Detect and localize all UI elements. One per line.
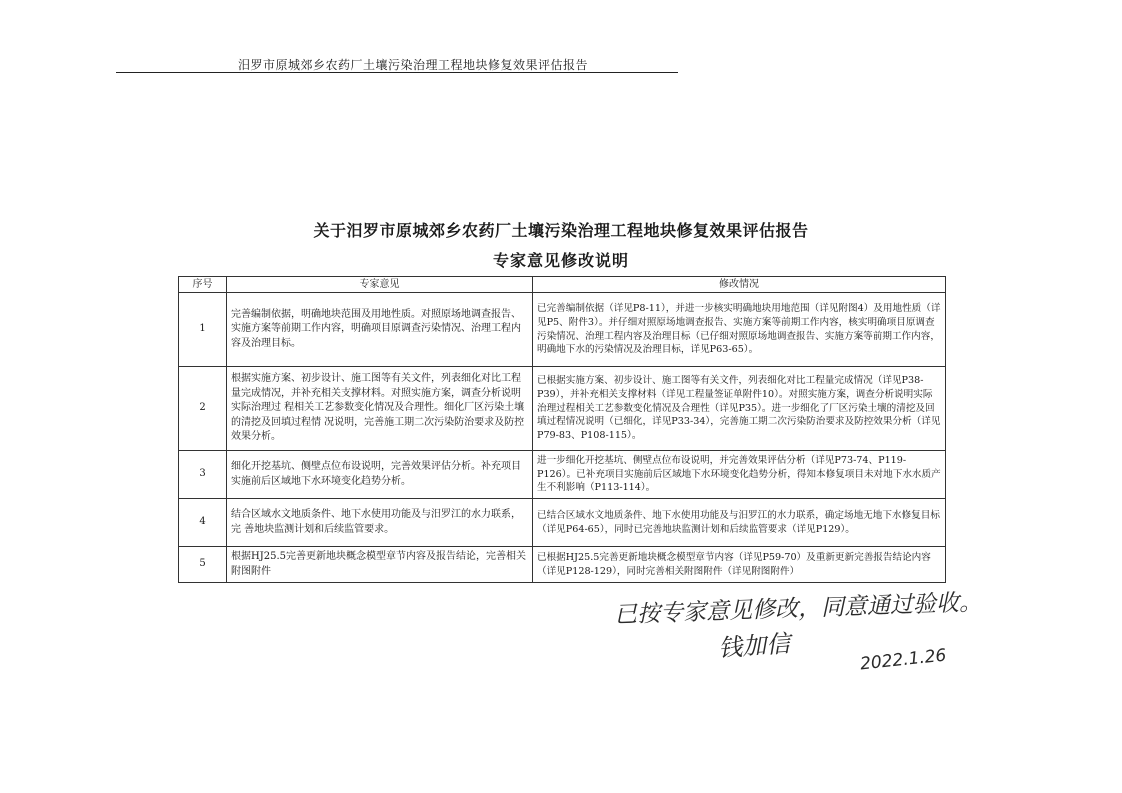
row-number: 3 — [179, 451, 227, 499]
expert-opinion-table — [178, 276, 946, 583]
handwritten-approval-note: 已按专家意见修改，同意通过验收。 — [613, 589, 983, 629]
table-row — [179, 293, 946, 367]
table-header-row — [179, 277, 946, 293]
expert-opinion-cell: 结合区域水文地质条件、地下水使用功能及与汨罗江的水力联系，完 善地块监测计划和后续监管要求。 — [227, 499, 533, 547]
handwritten-signature: 钱加信 — [717, 629, 792, 663]
expert-opinion-cell: 细化开挖基坑、侧壁点位布设说明，完善效果评估分析。补充项目实施前后区域地下水环境变化趋势分析。 — [227, 451, 533, 499]
header-serial-no: 序号 — [179, 277, 227, 293]
revision-cell: 已结合区域水文地质条件、地下水使用功能及与汨罗江的水力联系，确定场地无地下水修复目标（详见P64-65），同时已完善地块监测计划和后续监管要求（详见P129）。 — [533, 499, 946, 547]
expert-opinion-cell: 完善编制依据，明确地块范围及用地性质。对照原场地调查报告、实施方案等前期工作内容，明确项目原调查污染情况、治理工程内容及治理目标。 — [227, 293, 533, 367]
revision-cell: 已完善编制依据（详见P8-11），并进一步核实明确地块用地范围（详见附图4）及用地性质（详见P5、附件3）。并仔细对照原场地调查报告、实施方案等前期工作内容，核实明确项目原调查污染情况、治理工程内容及治理目标（已仔细对照原场地调查报告、实施方案等前期工作内容，明确地下水的污染情况及治理目标，详见P63-65）。 — [533, 293, 946, 367]
table-row — [179, 367, 946, 451]
table-row — [179, 499, 946, 547]
row-number: 2 — [179, 367, 227, 451]
header-revision: 修改情况 — [533, 277, 946, 293]
revision-cell: 进一步细化开挖基坑、侧壁点位布设说明，并完善效果评估分析（详见P73-74、P119-P126）。已补充项目实施前后区域地下水环境变化趋势分析，得知本修复项目未对地下水水质产生不利影响（P113-114）。 — [533, 451, 946, 499]
row-number: 5 — [179, 547, 227, 583]
expert-opinion-cell: 根据HJ25.5完善更新地块概念模型章节内容及报告结论，完善相关附图附件 — [227, 547, 533, 583]
row-number: 1 — [179, 293, 227, 367]
document-subtitle: 专家意见修改说明 — [492, 251, 629, 270]
row-number: 4 — [179, 499, 227, 547]
header-divider — [116, 72, 678, 73]
revision-cell: 已根据实施方案、初步设计、施工图等有关文件，列表细化对比工程量完成情况（详见P38-P39），并补充相关支撑材料（详见工程量签证单附件10）。对照实施方案，调查分析说明实际治理过程相关工艺参数变化情况及合理性（详见P35）。进一步细化了厂区污染土壤的清挖及回填过程情况说明（已细化，详见P33-34），完善施工期二次污染防治要求及防控效果分析（详见P79-83、P108-115）。 — [533, 367, 946, 451]
header-expert-opinion: 专家意见 — [227, 277, 533, 293]
handwritten-date: 2022.1.26 — [859, 645, 948, 675]
revision-cell: 已根据HJ25.5完善更新地块概念模型章节内容（详见P59-70）及重新更新完善报告结论内容（详见P128-129），同时完善相关附图附件（详见附图附件） — [533, 547, 946, 583]
table-row — [179, 547, 946, 583]
table-row — [179, 451, 946, 499]
document-title: 关于汨罗市原城郊乡农药厂土壤污染治理工程地块修复效果评估报告 — [313, 221, 809, 240]
expert-opinion-cell: 根据实施方案、初步设计、施工图等有关文件，列表细化对比工程量完成情况，并补充相关支撑材料。对照实施方案，调查分析说明实际治理过 程相关工艺参数变化情况及合理性。细化厂区污染土壤的清挖及回填过程情 况说明，完善施工期二次污染防治要求及防控效果分析。 — [227, 367, 533, 451]
running-header: 汨罗市原城郊乡农药厂土壤污染治理工程地块修复效果评估报告 — [238, 58, 589, 72]
